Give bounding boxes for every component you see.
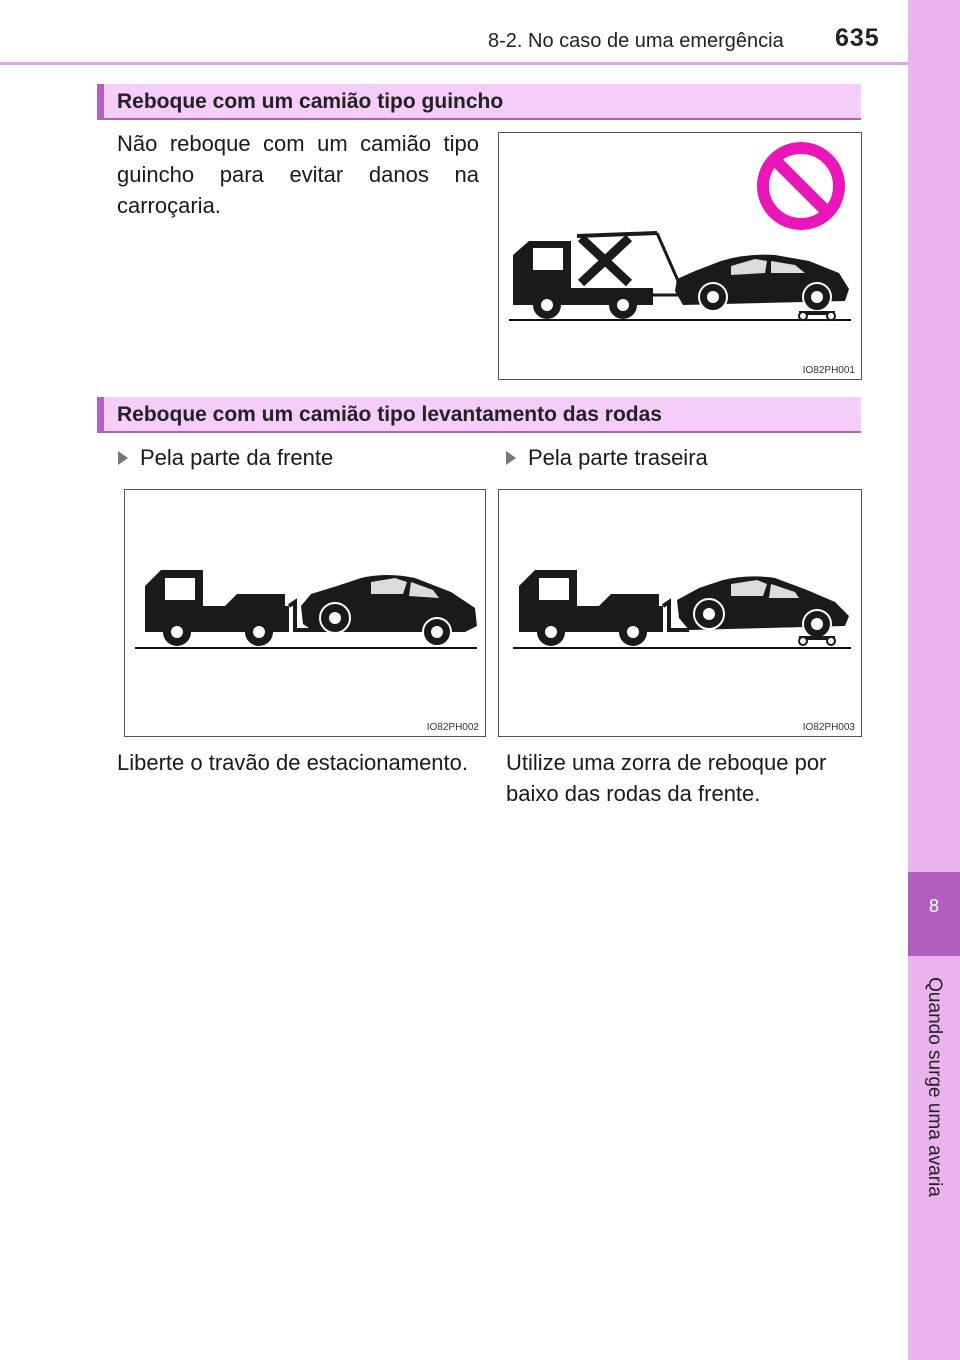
header-rule	[0, 62, 908, 65]
car-icon	[675, 255, 849, 320]
section-heading-text: Reboque com um camião tipo guincho	[117, 90, 504, 113]
section-heading-levantamento	[97, 397, 861, 433]
page-number: 635	[835, 24, 880, 52]
tow-truck-icon	[513, 233, 681, 319]
figure-tow-truck-guincho	[498, 132, 862, 380]
tow-truck-icon	[145, 570, 315, 646]
triangle-bullet-icon	[118, 451, 128, 465]
section1-text: Não reboque com um camião tipo guincho para evitar danos na carroçaria.	[117, 131, 479, 218]
chapter-title: Quando surge uma avaria	[924, 977, 945, 1197]
bullet-rear	[506, 445, 708, 471]
figure-code: IO82PH001	[802, 365, 855, 376]
front-instruction-text: Liberte o travão de estacionamento.	[117, 750, 469, 775]
section-heading-guincho	[97, 84, 861, 120]
figure-code: IO82PH002	[426, 722, 479, 733]
bullet-rear-label: Pela parte traseira	[528, 445, 708, 470]
figure-wheel-lift-rear	[498, 489, 862, 737]
chapter-number: 8	[928, 896, 939, 916]
triangle-bullet-icon	[506, 451, 516, 465]
tow-truck-icon	[519, 570, 689, 646]
car-icon	[677, 576, 849, 645]
section-path: 8-2. No caso de uma emergência	[488, 30, 784, 52]
rear-instruction-text: Utilize uma zorra de reboque por baixo das rodas da frente.	[506, 750, 827, 806]
section-heading-text: Reboque com um camião tipo levantamento das rodas	[117, 403, 662, 426]
bullet-front	[118, 445, 333, 471]
bullet-front-label: Pela parte da frente	[140, 445, 334, 470]
figure-wheel-lift-front	[124, 489, 486, 737]
prohibited-icon	[763, 148, 839, 224]
car-icon	[301, 575, 477, 646]
figure-code: IO82PH003	[802, 722, 855, 733]
chapter-tab[interactable]	[908, 872, 960, 956]
